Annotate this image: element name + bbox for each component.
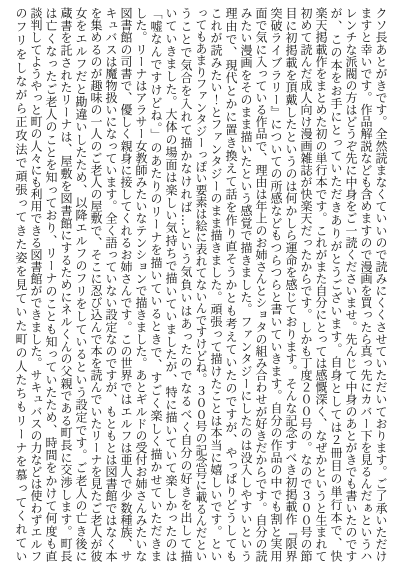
text-column: 女をエルフだと勘違いしたため、以降エルフのフリをしているという設定です。ご老人の亡き後に bbox=[74, 7, 88, 562]
text-column: 図書館の司書で、優しく親身に接してくれるお姉さんです。この世界ではエルフは亜人で少数種族、サ bbox=[119, 7, 133, 562]
text-column: 初めて読んだ成人向け漫画雑誌が快楽天だったからです。しかも丁度２００号の。なので３００号の節 bbox=[299, 7, 313, 562]
text-column: 「嘘なんですけどね。」のあたりのリーナを描いているときで、すごく楽しく描かせていただきま bbox=[149, 7, 163, 562]
text-column: 面で気に入っている作品で、理由は年上のお姉さんとショタの組み合わせが好きだからです。自分の読 bbox=[254, 7, 268, 562]
text-column: いていきました。大体の場面は楽しい気持ちで描いていましたが、特に描いていて楽しかったのは bbox=[164, 7, 178, 562]
text-column: を集めるのが趣味の一人のご老人の屋敷で、そこに忍び込んで本を読んでいたリーナを見たご老人が彼 bbox=[89, 7, 103, 562]
text-column: うことで気合を入れて描かなければ…という気負いはあったのでなるべく自分の好きを出して描 bbox=[179, 7, 193, 562]
text-column: 蔵書を託されたリーナは、屋敷を図書館にするためにネルくんの父親である町長に交渉します。町長 bbox=[59, 7, 73, 562]
text-column: みたい漫画をそのまま描いたという感覚で描きました。ファンタジーにしたのは没入しやすいという bbox=[239, 7, 253, 562]
text-column: 理由で、現代とかに置き換えて話を作り直そうかとも考えていたのですが、やっぱりどうしても bbox=[224, 7, 238, 562]
text-column: キュバスは魔物扱いになっています。全く語っていない設定なのですが、もともとは図書館ではなく本 bbox=[104, 7, 118, 562]
text-column: した。リーナはアラサー女教師みたいなテンションで描きました。あとギルドの受付お姉さんみたいな bbox=[134, 7, 148, 562]
text-column: クソ長あとがきです。全然読まなくていいので読みにくくさせていただいております。ご了承いただけ bbox=[374, 7, 388, 562]
text-column: のフリをしながら正攻法で頑張ってきた姿を見ていた町の人たちもリーナを慕ってくれてい bbox=[14, 7, 28, 562]
text-column: ますと幸いです。作品解説なども含めますので漫画を買ったら真っ先にカバー下を見るんだぁというハ bbox=[359, 7, 373, 562]
text-column: は亡くなったご老人のことを知っており、リーナのことも知っていたため、時間をかけて何度も直 bbox=[44, 7, 58, 562]
text-column: 突破ライブラリー』についての所感などもつらつらと書いていきます。自分の作品の中でも割と実用 bbox=[269, 7, 283, 562]
text-column: レンチな派閥の方はどうぞ先に中身をご一読くださいませ。先んじて中身のあとがきでも書いたのです bbox=[344, 7, 358, 562]
afterword-text bbox=[13, 7, 388, 562]
text-column: 談判してようやっと町の人々にも利用できる図書館ができました。サキュバスの力などは使わずエルフ bbox=[29, 7, 43, 562]
text-column: ってもあまりファンタジーっぽい要素は絵に表れてないんですけどね。３００号の記念号に載るんだとい bbox=[194, 7, 208, 562]
text-column: 目に初掲載を頂戴したというのは何かしら運命を感じております。そんな記念すべき初掲載作『限界 bbox=[284, 7, 298, 562]
text-column: これが読みたい！とファンタジーのまま描きました。頑張って描けたことは本当に嬉しいです。とい bbox=[209, 7, 223, 562]
text-column: 楽天掲載作をまとめた初の単行本です。これがまた自分にとっては感慨深く、なぜかというと生まれて bbox=[314, 7, 328, 562]
text-column: が、この本をお手にとっていただきありがとうございます。自身としては２冊目の単行本で、快 bbox=[329, 7, 343, 562]
